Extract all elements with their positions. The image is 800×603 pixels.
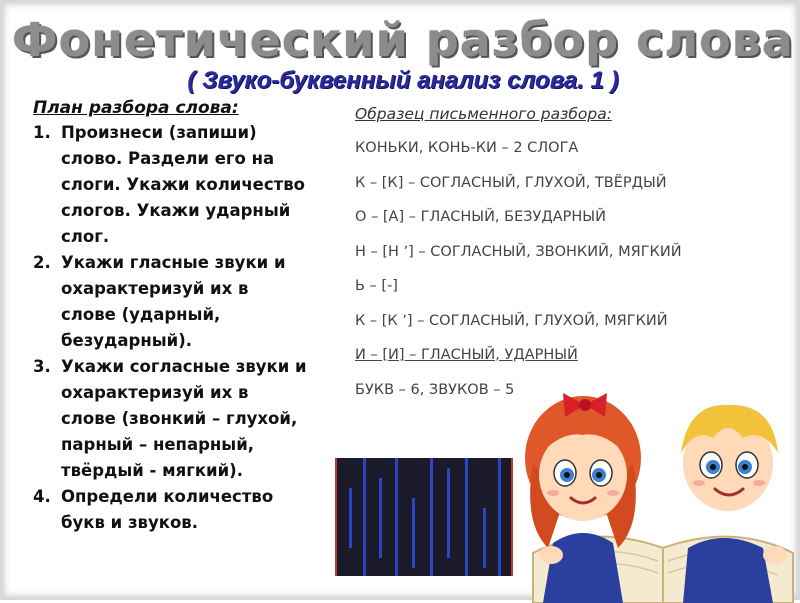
sample-line: К – [К] – СОГЛАСНЫЙ, ГЛУХОЙ, ТВЁРДЫЙ bbox=[355, 174, 667, 191]
plan-item-text: Определи количество букв и звуков. bbox=[61, 487, 274, 532]
plan-item bbox=[33, 250, 308, 354]
plan-item bbox=[33, 484, 308, 536]
glitch-artifact bbox=[335, 458, 513, 576]
slide-subtitle: ( Звуко-буквенный анализ слова. 1 ) bbox=[187, 67, 619, 94]
sample-analysis bbox=[355, 104, 795, 414]
sample-line: Н – [Н ʼ] – СОГЛАСНЫЙ, ЗВОНКИЙ, МЯГКИЙ bbox=[355, 243, 682, 260]
plan-item-number: 4. bbox=[33, 487, 51, 506]
sample-line: БУКВ – 6, ЗВУКОВ – 5 bbox=[355, 381, 515, 398]
plan-item-text: Укажи гласные звуки и охарактеризуй их в слове (ударный, безударный). bbox=[61, 253, 286, 350]
sample-line: Ь – [-] bbox=[355, 278, 398, 294]
children-with-book-illustration bbox=[523, 383, 800, 603]
plan-item bbox=[33, 120, 308, 250]
plan-item-number: 1. bbox=[33, 123, 51, 142]
plan-item-text: Произнеси (запиши) слово. Раздели его на слоги. Укажи количество слогов. Укажи ударный слог. bbox=[61, 123, 305, 246]
sample-line: О – [А] – ГЛАСНЫЙ, БЕЗУДАРНЫЙ bbox=[355, 209, 606, 225]
plan-item-text: Укажи согласные звуки и охарактеризуй их в слове (звонкий – глухой, парный – непарный, твёрдый - мягкий). bbox=[61, 357, 307, 480]
plan-item bbox=[33, 354, 308, 484]
plan-heading: План разбора слова: bbox=[33, 98, 239, 118]
sample-line: К – [К ʼ] – СОГЛАСНЫЙ, ГЛУХОЙ, МЯГКИЙ bbox=[355, 312, 668, 329]
analysis-plan bbox=[33, 96, 308, 536]
sample-heading: Образец письменного разбора: bbox=[355, 105, 612, 123]
plan-item-number: 3. bbox=[33, 357, 51, 376]
slide-title: Фонетический разбор слова bbox=[12, 13, 794, 67]
plan-item-number: 2. bbox=[33, 253, 51, 272]
sample-line: И – [И] – ГЛАСНЫЙ, УДАРНЫЙ bbox=[355, 347, 578, 363]
plan-list bbox=[33, 120, 308, 536]
sample-line: КОНЬКИ, КОНЬ-КИ – 2 СЛОГА bbox=[355, 140, 579, 156]
